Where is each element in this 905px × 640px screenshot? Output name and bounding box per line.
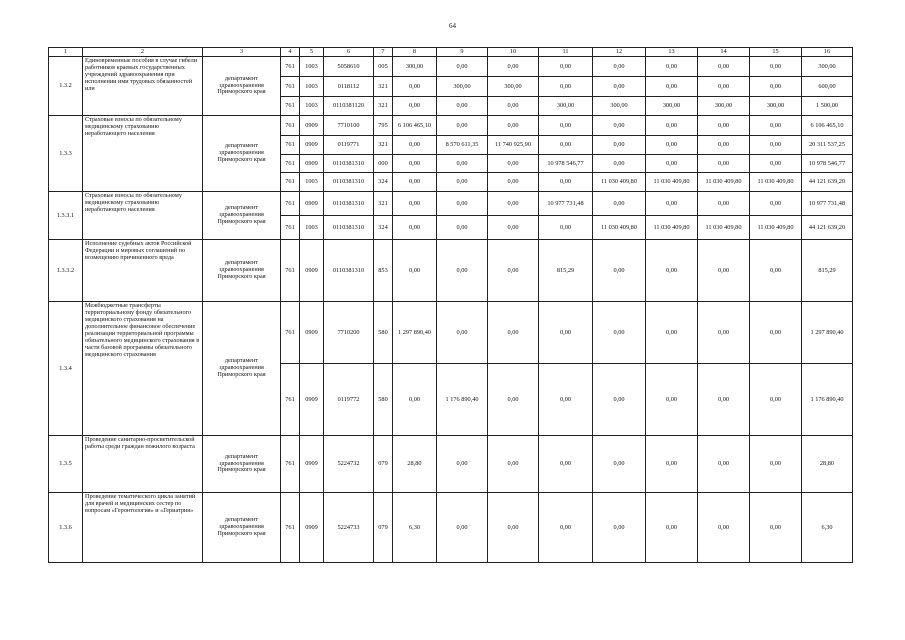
expense-type-cell: 079 (374, 436, 393, 493)
grbs-code-cell: 761 (281, 116, 300, 136)
year-2015-cell: 300,00 (488, 77, 539, 97)
year-2017-cell: 0,00 (593, 364, 646, 436)
year-2016-cell: 0,00 (539, 436, 593, 493)
item-code: 1.3.3 (49, 116, 83, 192)
year-2013-cell: 0,00 (393, 136, 437, 155)
column-header: 13 (646, 48, 698, 57)
year-2015-cell: 0,00 (488, 116, 539, 136)
grbs-code-cell: 761 (281, 493, 300, 563)
year-2018-cell: 0,00 (646, 136, 698, 155)
responsible-department: департамент здравоохранения Приморского края (203, 302, 281, 436)
year-2013-cell: 0,00 (393, 77, 437, 97)
year-2014-cell: 0,00 (437, 436, 488, 493)
year-2018-cell: 0,00 (646, 493, 698, 563)
year-2017-cell: 0,00 (593, 136, 646, 155)
item-description: Проведение тематического цикла занятий для врачей и медицинских сестер по вопросам «Геронтология» и «Гериатрия» (83, 493, 203, 563)
year-2013-cell: 0,00 (393, 155, 437, 173)
target-code-cell: 0110381310 (324, 173, 374, 192)
grbs-code-cell: 761 (281, 216, 300, 240)
section-code-cell: 1003 (300, 216, 324, 240)
expense-type-cell: 321 (374, 136, 393, 155)
section-code-cell: 1003 (300, 97, 324, 116)
year-2020-cell: 0,00 (750, 136, 802, 155)
item-code: 1.3.4 (49, 302, 83, 436)
year-2017-cell: 0,00 (593, 493, 646, 563)
section-code-cell: 0909 (300, 240, 324, 302)
section-code-cell: 1003 (300, 77, 324, 97)
target-code-cell: 0119771 (324, 136, 374, 155)
section-code-cell: 0909 (300, 436, 324, 493)
year-2015-cell: 0,00 (488, 493, 539, 563)
target-code-cell: 7710200 (324, 302, 374, 364)
total-cell: 300,00 (802, 57, 853, 77)
year-2013-cell: 6,30 (393, 493, 437, 563)
year-2020-cell: 0,00 (750, 116, 802, 136)
table-row (49, 240, 853, 302)
year-2014-cell: 0,00 (437, 302, 488, 364)
year-2020-cell: 0,00 (750, 302, 802, 364)
item-description: Страховые взносы по обязательному медицинскому страхованию неработающего населения (83, 116, 203, 192)
table-row (49, 57, 853, 77)
total-cell: 20 311 537,25 (802, 136, 853, 155)
column-header: 6 (324, 48, 374, 57)
expense-type-cell: 580 (374, 364, 393, 436)
total-cell: 44 121 639,20 (802, 216, 853, 240)
total-cell: 10 978 546,77 (802, 155, 853, 173)
target-code-cell: 0110381310 (324, 240, 374, 302)
table-row (49, 493, 853, 563)
year-2017-cell: 0,00 (593, 57, 646, 77)
item-code: 1.3.3.1 (49, 192, 83, 240)
year-2018-cell: 0,00 (646, 77, 698, 97)
year-2013-cell: 0,00 (393, 97, 437, 116)
expense-type-cell: 000 (374, 155, 393, 173)
target-code-cell: 5224733 (324, 493, 374, 563)
section-code-cell: 0909 (300, 155, 324, 173)
table-row (49, 192, 853, 216)
section-code-cell: 0909 (300, 364, 324, 436)
target-code-cell: 0110381120 (324, 97, 374, 116)
grbs-code-cell: 761 (281, 57, 300, 77)
expense-type-cell: 005 (374, 57, 393, 77)
year-2013-cell: 1 297 890,40 (393, 302, 437, 364)
section-code-cell: 0909 (300, 192, 324, 216)
responsible-department: департамент здравоохранения Приморского края (203, 116, 281, 192)
column-header: 2 (83, 48, 203, 57)
responsible-department: департамент здравоохранения Приморского края (203, 192, 281, 240)
target-code-cell: 7710100 (324, 116, 374, 136)
column-header: 11 (539, 48, 593, 57)
year-2017-cell: 0,00 (593, 302, 646, 364)
year-2014-cell: 0,00 (437, 97, 488, 116)
year-2018-cell: 0,00 (646, 240, 698, 302)
year-2015-cell: 0,00 (488, 302, 539, 364)
year-2019-cell: 0,00 (698, 136, 750, 155)
year-2016-cell: 0,00 (539, 364, 593, 436)
year-2015-cell: 0,00 (488, 240, 539, 302)
year-2015-cell: 0,00 (488, 97, 539, 116)
target-code-cell: 0110381310 (324, 155, 374, 173)
year-2019-cell: 0,00 (698, 436, 750, 493)
year-2016-cell: 10 978 546,77 (539, 155, 593, 173)
year-2015-cell: 0,00 (488, 155, 539, 173)
year-2014-cell: 0,00 (437, 240, 488, 302)
grbs-code-cell: 761 (281, 436, 300, 493)
year-2018-cell: 11 030 409,80 (646, 216, 698, 240)
grbs-code-cell: 761 (281, 155, 300, 173)
year-2016-cell: 10 977 731,48 (539, 192, 593, 216)
year-2016-cell: 0,00 (539, 216, 593, 240)
year-2019-cell: 0,00 (698, 116, 750, 136)
year-2018-cell: 11 030 409,80 (646, 173, 698, 192)
year-2019-cell: 0,00 (698, 240, 750, 302)
year-2017-cell: 11 030 409,80 (593, 216, 646, 240)
year-2013-cell: 0,00 (393, 173, 437, 192)
item-code: 1.3.2 (49, 57, 83, 116)
year-2016-cell: 0,00 (539, 77, 593, 97)
grbs-code-cell: 761 (281, 240, 300, 302)
total-cell: 28,80 (802, 436, 853, 493)
year-2016-cell: 0,00 (539, 493, 593, 563)
table-row (49, 436, 853, 493)
expense-type-cell: 853 (374, 240, 393, 302)
year-2020-cell: 0,00 (750, 155, 802, 173)
target-code-cell: 0119772 (324, 364, 374, 436)
item-code: 1.3.3.2 (49, 240, 83, 302)
item-description: Страховые взносы по обязательному медицинскому страхованию неработающего населения (83, 192, 203, 240)
total-cell: 10 977 731,48 (802, 192, 853, 216)
year-2015-cell: 0,00 (488, 57, 539, 77)
year-2020-cell: 0,00 (750, 436, 802, 493)
year-2020-cell: 0,00 (750, 77, 802, 97)
grbs-code-cell: 761 (281, 364, 300, 436)
year-2019-cell: 300,00 (698, 97, 750, 116)
year-2019-cell: 0,00 (698, 192, 750, 216)
table-row (49, 302, 853, 364)
year-2014-cell: 0,00 (437, 192, 488, 216)
column-header: 8 (393, 48, 437, 57)
responsible-department: департамент здравоохранения Приморского края (203, 436, 281, 493)
year-2019-cell: 0,00 (698, 493, 750, 563)
year-2019-cell: 0,00 (698, 155, 750, 173)
section-code-cell: 0909 (300, 136, 324, 155)
year-2014-cell: 0,00 (437, 57, 488, 77)
column-header: 1 (49, 48, 83, 57)
section-code-cell: 0909 (300, 302, 324, 364)
year-2016-cell: 0,00 (539, 302, 593, 364)
section-code-cell: 0909 (300, 493, 324, 563)
year-2014-cell: 0,00 (437, 155, 488, 173)
year-2017-cell: 0,00 (593, 155, 646, 173)
target-code-cell: 0110381310 (324, 192, 374, 216)
item-code: 1.3.6 (49, 493, 83, 563)
grbs-code-cell: 761 (281, 302, 300, 364)
expense-type-cell: 321 (374, 97, 393, 116)
responsible-department: департамент здравоохранения Приморского края (203, 493, 281, 563)
year-2013-cell: 0,00 (393, 192, 437, 216)
year-2018-cell: 0,00 (646, 155, 698, 173)
column-header: 3 (203, 48, 281, 57)
year-2015-cell: 0,00 (488, 192, 539, 216)
year-2015-cell: 0,00 (488, 173, 539, 192)
year-2017-cell: 0,00 (593, 116, 646, 136)
item-description: Проведение санитарно-просветительской работы среди граждан пожилого возраста (83, 436, 203, 493)
responsible-department: департамент здравоохранения Приморского края (203, 240, 281, 302)
year-2013-cell: 28,80 (393, 436, 437, 493)
column-header: 10 (488, 48, 539, 57)
total-cell: 1 500,00 (802, 97, 853, 116)
year-2016-cell: 815,29 (539, 240, 593, 302)
expense-type-cell: 795 (374, 116, 393, 136)
year-2014-cell: 0,00 (437, 173, 488, 192)
year-2018-cell: 0,00 (646, 302, 698, 364)
target-code-cell: 0118112 (324, 77, 374, 97)
item-code: 1.3.5 (49, 436, 83, 493)
responsible-department: департамент здравоохранения Приморского края (203, 57, 281, 116)
section-code-cell: 1003 (300, 57, 324, 77)
year-2013-cell: 0,00 (393, 240, 437, 302)
expense-type-cell: 079 (374, 493, 393, 563)
year-2018-cell: 0,00 (646, 364, 698, 436)
year-2020-cell: 0,00 (750, 364, 802, 436)
year-2016-cell: 300,00 (539, 97, 593, 116)
year-2019-cell: 0,00 (698, 57, 750, 77)
year-2014-cell: 1 176 890,40 (437, 364, 488, 436)
section-code-cell: 0909 (300, 116, 324, 136)
year-2019-cell: 11 030 409,80 (698, 173, 750, 192)
year-2017-cell: 11 030 409,80 (593, 173, 646, 192)
year-2020-cell: 300,00 (750, 97, 802, 116)
expense-type-cell: 324 (374, 216, 393, 240)
total-cell: 1 297 890,40 (802, 302, 853, 364)
header-row (49, 48, 853, 57)
year-2018-cell: 0,00 (646, 436, 698, 493)
year-2018-cell: 300,00 (646, 97, 698, 116)
total-cell: 600,00 (802, 77, 853, 97)
year-2020-cell: 11 030 409,80 (750, 216, 802, 240)
budget-table (48, 47, 853, 563)
year-2017-cell: 0,00 (593, 192, 646, 216)
item-description: Межбюджетные трансферты территориальному фонду обязательного медицинского страхования на дополнительное финансовое обеспечение реализации территориальной программы обязательного медицинского страхования в части базовой программы обязательного медицинского страхования (83, 302, 203, 436)
year-2015-cell: 0,00 (488, 436, 539, 493)
year-2014-cell: 300,00 (437, 77, 488, 97)
total-cell: 6 106 465,10 (802, 116, 853, 136)
year-2017-cell: 0,00 (593, 436, 646, 493)
target-code-cell: 5224732 (324, 436, 374, 493)
year-2016-cell: 0,00 (539, 57, 593, 77)
item-description: Единовременные пособия в случае гибели работников краевых государственных учреждений здравоохранения при исполнении ими трудовых обязанностей или (83, 57, 203, 116)
year-2013-cell: 0,00 (393, 216, 437, 240)
year-2014-cell: 8 570 611,35 (437, 136, 488, 155)
year-2016-cell: 0,00 (539, 116, 593, 136)
year-2017-cell: 0,00 (593, 77, 646, 97)
total-cell: 815,29 (802, 240, 853, 302)
year-2015-cell: 0,00 (488, 216, 539, 240)
expense-type-cell: 321 (374, 192, 393, 216)
year-2014-cell: 0,00 (437, 216, 488, 240)
total-cell: 6,30 (802, 493, 853, 563)
year-2019-cell: 0,00 (698, 302, 750, 364)
target-code-cell: 5058610 (324, 57, 374, 77)
grbs-code-cell: 761 (281, 173, 300, 192)
column-header: 4 (281, 48, 300, 57)
table-row (49, 116, 853, 136)
year-2014-cell: 0,00 (437, 493, 488, 563)
column-header: 5 (300, 48, 324, 57)
target-code-cell: 0110381310 (324, 216, 374, 240)
year-2017-cell: 0,00 (593, 240, 646, 302)
year-2013-cell: 6 106 465,10 (393, 116, 437, 136)
grbs-code-cell: 761 (281, 97, 300, 116)
expense-type-cell: 324 (374, 173, 393, 192)
column-header: 14 (698, 48, 750, 57)
year-2020-cell: 0,00 (750, 192, 802, 216)
section-code-cell: 1003 (300, 173, 324, 192)
expense-type-cell: 321 (374, 77, 393, 97)
column-header: 12 (593, 48, 646, 57)
year-2020-cell: 0,00 (750, 240, 802, 302)
year-2018-cell: 0,00 (646, 116, 698, 136)
year-2020-cell: 11 030 409,80 (750, 173, 802, 192)
year-2018-cell: 0,00 (646, 57, 698, 77)
column-header: 16 (802, 48, 853, 57)
column-header: 7 (374, 48, 393, 57)
year-2018-cell: 0,00 (646, 192, 698, 216)
grbs-code-cell: 761 (281, 77, 300, 97)
grbs-code-cell: 761 (281, 136, 300, 155)
year-2015-cell: 0,00 (488, 364, 539, 436)
year-2019-cell: 0,00 (698, 364, 750, 436)
column-header: 15 (750, 48, 802, 57)
year-2015-cell: 11 740 925,90 (488, 136, 539, 155)
year-2020-cell: 0,00 (750, 57, 802, 77)
total-cell: 44 121 639,20 (802, 173, 853, 192)
year-2017-cell: 300,00 (593, 97, 646, 116)
year-2019-cell: 0,00 (698, 77, 750, 97)
year-2014-cell: 0,00 (437, 116, 488, 136)
year-2019-cell: 11 030 409,80 (698, 216, 750, 240)
expense-type-cell: 580 (374, 302, 393, 364)
item-description: Исполнение судебных актов Российской Федерации и мировых соглашений по возмещению причиненного вреда (83, 240, 203, 302)
year-2013-cell: 0,00 (393, 364, 437, 436)
column-header: 9 (437, 48, 488, 57)
page-number: 64 (449, 22, 456, 30)
total-cell: 1 176 890,40 (802, 364, 853, 436)
year-2016-cell: 0,00 (539, 173, 593, 192)
year-2016-cell: 0,00 (539, 136, 593, 155)
grbs-code-cell: 761 (281, 192, 300, 216)
year-2020-cell: 0,00 (750, 493, 802, 563)
year-2013-cell: 300,00 (393, 57, 437, 77)
